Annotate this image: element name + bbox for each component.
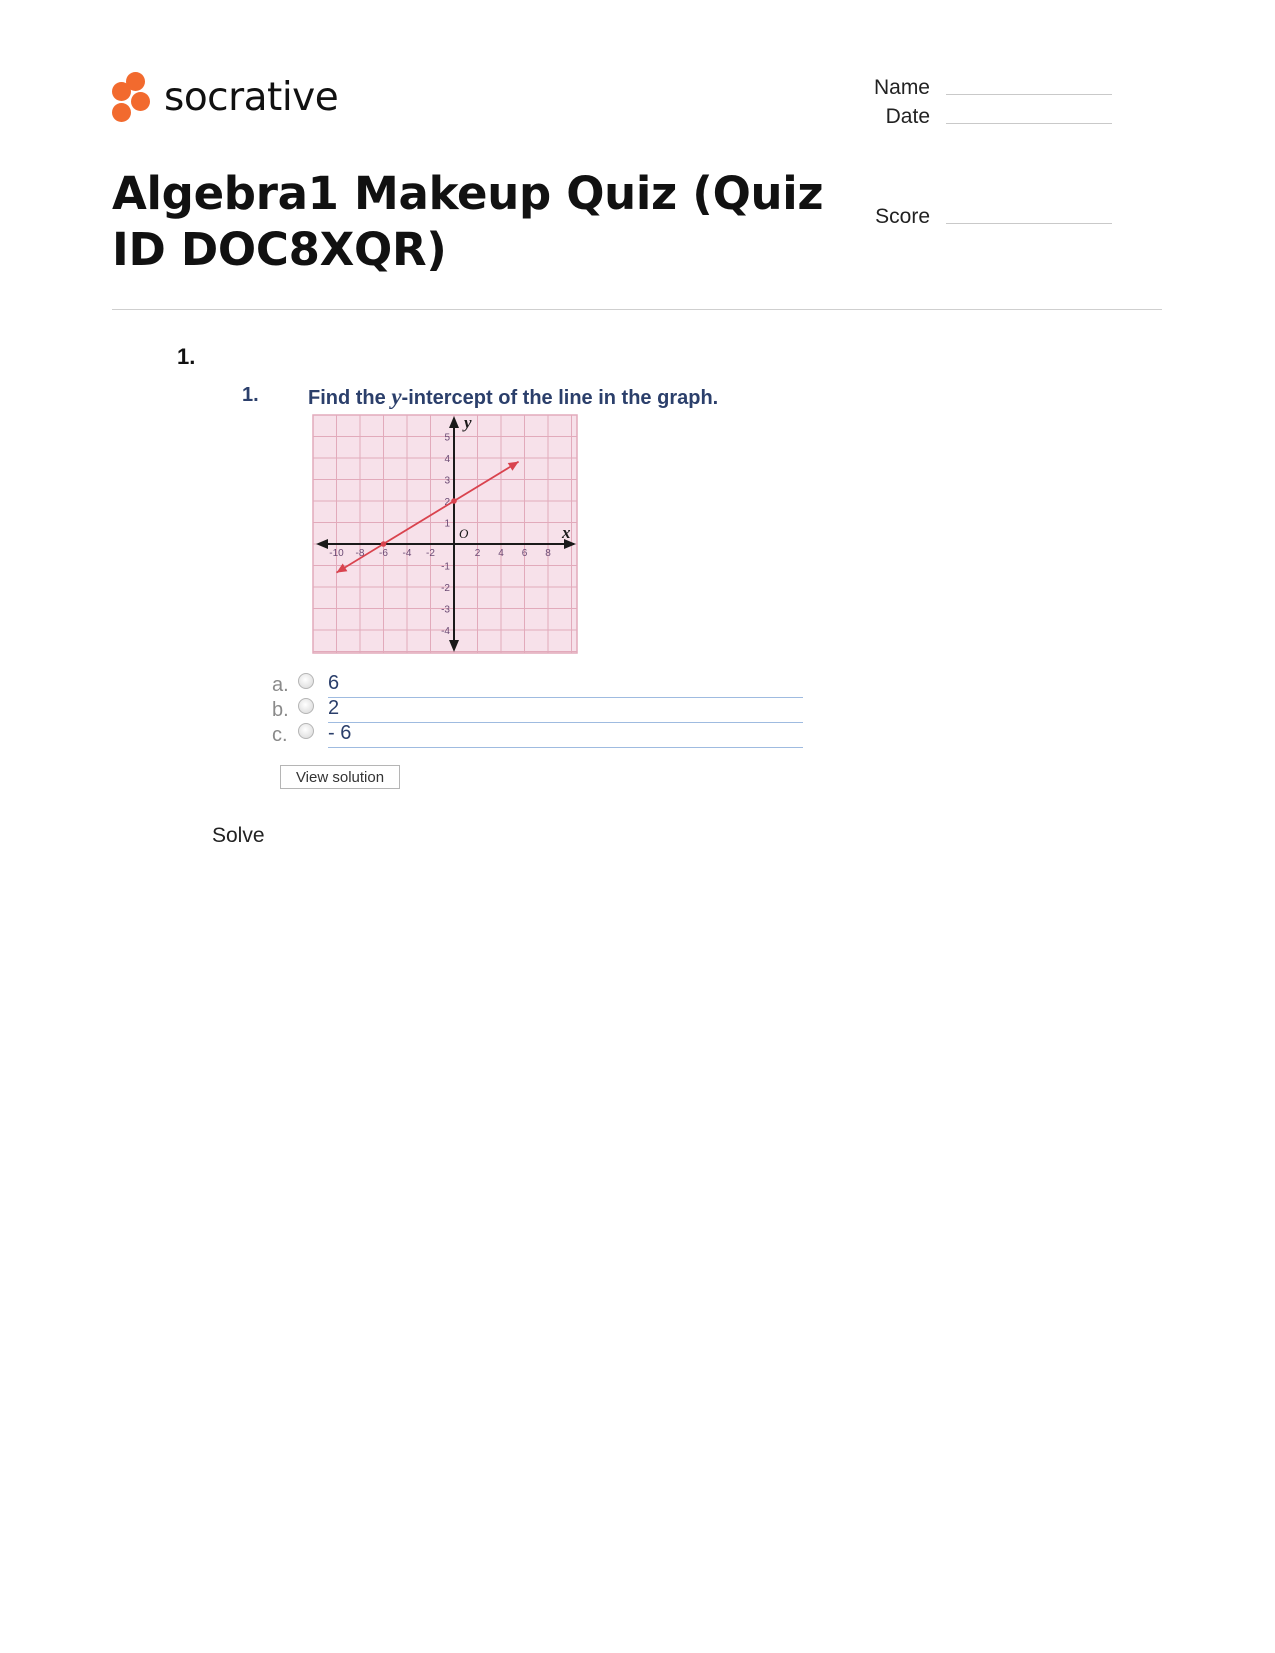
choice-a[interactable] [272, 672, 803, 698]
name-label: Name [873, 76, 930, 99]
quiz-title: Algebra1 Makeup Quiz (Quiz ID DOC8XQR) [112, 167, 824, 276]
x-axis-label: x [562, 523, 571, 542]
prompt-variable: y [391, 384, 402, 409]
x-tick-label: -10 [329, 548, 344, 559]
name-line [946, 82, 1112, 95]
question-number: 1. [177, 344, 196, 369]
y-tick-label: 3 [444, 475, 450, 487]
y-tick-label: -4 [441, 626, 450, 637]
choice-b[interactable] [272, 697, 803, 723]
view-solution-button[interactable]: View solution [280, 765, 400, 789]
brand-name: socrative [164, 74, 339, 120]
y-tick-label: -3 [441, 604, 450, 616]
choice-a-radio[interactable] [298, 673, 314, 689]
choice-answer: 6 [328, 672, 803, 698]
choice-letter: b. [272, 698, 289, 721]
prompt-after: -intercept of the line in the graph. [401, 387, 719, 409]
y-tick-label: 4 [444, 454, 450, 465]
y-tick-label: 5 [444, 432, 450, 444]
y-tick-label: 2 [444, 497, 450, 508]
question-prompt [308, 384, 718, 410]
x-tick-label: 2 [474, 548, 481, 559]
name-field [830, 76, 1112, 100]
header-divider [112, 309, 1162, 310]
socrative-logo [112, 72, 338, 122]
x-tick-label: 6 [521, 548, 528, 559]
date-field [830, 105, 1112, 129]
data-point [381, 541, 387, 547]
graph-background [313, 415, 577, 653]
question-image-number: 1. [242, 384, 259, 406]
score-field [830, 205, 1112, 229]
date-label: Date [885, 105, 930, 128]
x-tick-label: -2 [426, 548, 435, 559]
choice-answer: - 6 [328, 722, 803, 748]
origin-label: O [459, 526, 469, 541]
prompt-before: Find the [308, 387, 392, 409]
choice-c[interactable] [272, 722, 803, 748]
data-point [451, 498, 457, 504]
y-tick-label: 1 [444, 518, 450, 530]
socrative-logo-icon [112, 72, 152, 122]
choice-c-radio[interactable] [298, 723, 314, 739]
x-tick-label: 4 [498, 548, 504, 559]
choice-b-radio[interactable] [298, 698, 314, 714]
x-tick-label: -4 [402, 548, 412, 559]
choice-letter: c. [272, 723, 288, 746]
score-line [946, 211, 1112, 224]
x-tick-label: -8 [355, 548, 365, 559]
x-tick-label: -6 [379, 548, 388, 559]
y-tick-label: -2 [441, 583, 450, 594]
y-axis-label: y [464, 414, 472, 432]
date-line [946, 111, 1112, 124]
score-label: Score [875, 205, 930, 228]
choice-letter: a. [272, 673, 289, 696]
solve-label: Solve [212, 824, 265, 847]
choice-answer: 2 [328, 697, 803, 723]
x-tick-label: 8 [545, 548, 551, 559]
coordinate-graph [312, 414, 582, 654]
y-tick-label: -1 [441, 561, 450, 573]
